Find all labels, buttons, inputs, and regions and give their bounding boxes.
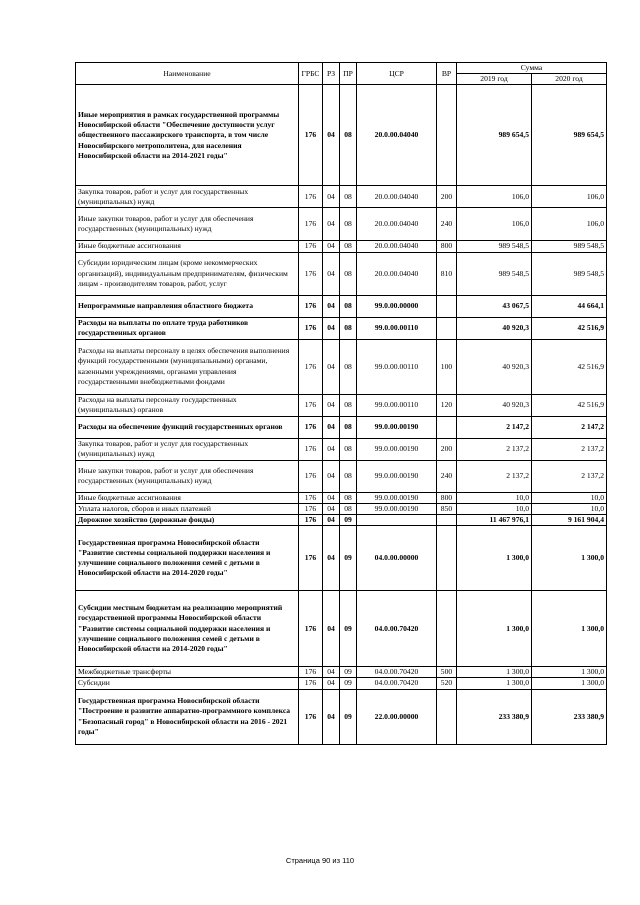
row-grbs: 176 [299,208,323,241]
row-vr: 240 [437,460,457,492]
row-csr: 99.0.00.00190 [357,503,437,514]
table-row [76,438,607,460]
row-sum-2019: 1 300,0 [457,678,532,689]
row-csr: 99.0.00.00190 [357,492,437,503]
row-rz: 04 [323,438,340,460]
row-vr: 200 [437,186,457,208]
row-pr: 09 [340,689,357,744]
table-row [76,678,607,689]
row-csr: 04.0.00.70420 [357,667,437,678]
table-row [76,85,607,186]
row-grbs: 176 [299,526,323,591]
header-sum: Сумма [457,63,607,74]
row-name: Иные закупки товаров, работ и услуг для обеспечения государственных (муниципальных) нужд [76,208,299,241]
row-name: Иные бюджетные ассигнования [76,241,299,252]
row-name: Непрограммные направления областного бюджета [76,295,299,317]
table-row [76,339,607,394]
row-name: Уплата налогов, сборов и иных платежей [76,503,299,514]
row-vr: 800 [437,241,457,252]
row-vr: 500 [437,667,457,678]
row-name: Расходы на выплаты персоналу государственных (муниципальных) органов [76,394,299,416]
row-vr: 810 [437,252,457,295]
row-sum-2020: 989 548,5 [532,241,607,252]
row-grbs: 176 [299,317,323,339]
row-sum-2020: 42 516,9 [532,394,607,416]
row-csr: 99.0.00.00110 [357,339,437,394]
row-name: Субсидии [76,678,299,689]
row-sum-2020: 2 137,2 [532,460,607,492]
row-vr: 200 [437,438,457,460]
row-name: Закупка товаров, работ и услуг для государственных (муниципальных) нужд [76,438,299,460]
row-grbs: 176 [299,339,323,394]
row-rz: 04 [323,85,340,186]
row-csr: 99.0.00.00190 [357,438,437,460]
row-rz: 04 [323,252,340,295]
header-pr: ПР [340,63,357,85]
row-vr: 800 [437,492,457,503]
row-pr: 08 [340,503,357,514]
row-vr [437,689,457,744]
row-csr: 20.0.00.04040 [357,208,437,241]
row-grbs: 176 [299,186,323,208]
row-vr: 240 [437,208,457,241]
row-name: Субсидии юридическим лицам (кроме некоммерческих организаций), индивидуальным предпринимателям, физическим лицам - производителям товаров, работ, услуг [76,252,299,295]
row-sum-2020: 1 300,0 [532,591,607,667]
row-sum-2020: 106,0 [532,208,607,241]
row-sum-2019: 989 548,5 [457,241,532,252]
row-grbs: 176 [299,492,323,503]
row-rz: 04 [323,460,340,492]
row-pr: 08 [340,186,357,208]
row-grbs: 176 [299,252,323,295]
row-vr: 120 [437,394,457,416]
row-vr [437,591,457,667]
row-csr: 99.0.00.00110 [357,317,437,339]
row-vr [437,416,457,438]
row-pr: 08 [340,339,357,394]
row-sum-2020: 10,0 [532,492,607,503]
row-pr: 09 [340,678,357,689]
row-grbs: 176 [299,85,323,186]
table-row [76,295,607,317]
row-grbs: 176 [299,295,323,317]
row-grbs: 176 [299,678,323,689]
row-sum-2019: 40 920,3 [457,339,532,394]
row-sum-2019: 2 147,2 [457,416,532,438]
row-name: Дорожное хозяйство (дорожные фонды) [76,515,299,526]
row-sum-2020: 42 516,9 [532,339,607,394]
row-csr: 99.0.00.00190 [357,416,437,438]
header-name: Наименование [76,63,299,85]
row-vr [437,295,457,317]
row-vr: 100 [437,339,457,394]
table-row [76,416,607,438]
row-pr: 08 [340,416,357,438]
row-rz: 04 [323,667,340,678]
row-pr: 08 [340,252,357,295]
row-pr: 08 [340,460,357,492]
row-rz: 04 [323,591,340,667]
table-row [76,460,607,492]
row-sum-2020: 1 300,0 [532,678,607,689]
row-rz: 04 [323,394,340,416]
row-rz: 04 [323,186,340,208]
row-sum-2019: 2 137,2 [457,438,532,460]
row-rz: 04 [323,416,340,438]
row-pr: 08 [340,241,357,252]
row-rz: 04 [323,515,340,526]
row-grbs: 176 [299,394,323,416]
table-row [76,503,607,514]
row-vr: 520 [437,678,457,689]
header-2019: 2019 год [457,74,532,85]
row-rz: 04 [323,678,340,689]
row-pr: 08 [340,208,357,241]
row-grbs: 176 [299,591,323,667]
row-pr: 08 [340,394,357,416]
row-sum-2020: 42 516,9 [532,317,607,339]
row-sum-2020: 106,0 [532,186,607,208]
row-sum-2020: 2 137,2 [532,438,607,460]
row-grbs: 176 [299,667,323,678]
row-vr: 850 [437,503,457,514]
table-row [76,241,607,252]
header-grbs: ГРБС [299,63,323,85]
row-csr: 04.0.00.00000 [357,526,437,591]
row-name: Расходы на выплаты по оплате труда работников государственных органов [76,317,299,339]
table-row [76,515,607,526]
row-sum-2020: 44 664,1 [532,295,607,317]
row-pr: 09 [340,667,357,678]
header-vr: ВР [437,63,457,85]
table-row [76,689,607,744]
row-sum-2019: 989 548,5 [457,252,532,295]
page-footer: Страница 90 из 110 [285,856,355,865]
row-name: Закупка товаров, работ и услуг для государственных (муниципальных) нужд [76,186,299,208]
row-sum-2019: 2 137,2 [457,460,532,492]
row-name: Субсидии местным бюджетам на реализацию мероприятий государственной программы Новосибирской области "Развитие системы социальной поддержки населения и улучшение социального положения семей с детьми в Новосибирской области на 2014-2020 годы" [76,591,299,667]
row-rz: 04 [323,503,340,514]
row-sum-2019: 233 380,9 [457,689,532,744]
row-name: Иные закупки товаров, работ и услуг для обеспечения государственных (муниципальных) нужд [76,460,299,492]
row-sum-2019: 40 920,3 [457,394,532,416]
budget-table [75,62,607,745]
row-sum-2020: 989 654,5 [532,85,607,186]
row-grbs: 176 [299,416,323,438]
row-grbs: 176 [299,515,323,526]
row-csr: 22.0.00.00000 [357,689,437,744]
row-sum-2020: 10,0 [532,503,607,514]
row-rz: 04 [323,689,340,744]
row-sum-2019: 10,0 [457,492,532,503]
row-sum-2020: 2 147,2 [532,416,607,438]
row-grbs: 176 [299,460,323,492]
row-vr [437,515,457,526]
row-csr [357,515,437,526]
header-csr: ЦСР [357,63,437,85]
row-grbs: 176 [299,241,323,252]
row-csr: 20.0.00.04040 [357,186,437,208]
row-rz: 04 [323,339,340,394]
table-row [76,186,607,208]
row-rz: 04 [323,526,340,591]
row-sum-2020: 1 300,0 [532,667,607,678]
row-sum-2020: 9 161 904,4 [532,515,607,526]
table-row [76,394,607,416]
row-pr: 09 [340,591,357,667]
row-sum-2019: 106,0 [457,208,532,241]
row-pr: 08 [340,317,357,339]
table-header [76,63,607,85]
row-sum-2019: 1 300,0 [457,667,532,678]
row-sum-2020: 233 380,9 [532,689,607,744]
row-csr: 04.0.00.70420 [357,591,437,667]
row-csr: 04.0.00.70420 [357,678,437,689]
row-sum-2019: 43 067,5 [457,295,532,317]
table-row [76,667,607,678]
row-csr: 20.0.00.04040 [357,241,437,252]
row-name: Государственная программа Новосибирской области "Развитие системы социальной поддержки населения и улучшение социального положения семей с детьми в Новосибирской области на 2014-2020 годы" [76,526,299,591]
row-rz: 04 [323,208,340,241]
row-pr: 08 [340,438,357,460]
table-row [76,591,607,667]
header-2020: 2020 год [532,74,607,85]
row-vr [437,317,457,339]
row-rz: 04 [323,317,340,339]
row-csr: 20.0.00.04040 [357,252,437,295]
row-csr: 99.0.00.00190 [357,460,437,492]
row-grbs: 176 [299,503,323,514]
row-rz: 04 [323,492,340,503]
header-rz: РЗ [323,63,340,85]
row-sum-2020: 989 548,5 [532,252,607,295]
row-rz: 04 [323,295,340,317]
row-csr: 99.0.00.00110 [357,394,437,416]
row-csr: 99.0.00.00000 [357,295,437,317]
row-grbs: 176 [299,438,323,460]
row-name: Расходы на выплаты персоналу в целях обеспечения выполнения функций государственными (муниципальными) органами, казенными учреждениями, органами управления государственными внебюджетными фондами [76,339,299,394]
row-vr [437,526,457,591]
row-sum-2019: 989 654,5 [457,85,532,186]
row-pr: 08 [340,295,357,317]
table-row [76,492,607,503]
row-vr [437,85,457,186]
table-row [76,252,607,295]
row-name: Расходы на обеспечение функций государственных органов [76,416,299,438]
row-csr: 20.0.00.04040 [357,85,437,186]
row-sum-2019: 106,0 [457,186,532,208]
row-sum-2019: 1 300,0 [457,591,532,667]
row-sum-2019: 10,0 [457,503,532,514]
table-body [76,85,607,744]
row-grbs: 176 [299,689,323,744]
row-pr: 08 [340,85,357,186]
row-sum-2020: 1 300,0 [532,526,607,591]
row-pr: 09 [340,515,357,526]
row-name: Иные мероприятия в рамках государственной программы Новосибирской области "Обеспечение доступности услуг общественного пассажирского транспорта, в том числе Новосибирского метрополитена, для населения Новосибирской области на 2014-2021 годы" [76,85,299,186]
row-sum-2019: 1 300,0 [457,526,532,591]
table-row [76,317,607,339]
row-rz: 04 [323,241,340,252]
row-name: Межбюджетные трансферты [76,667,299,678]
row-name: Государственная программа Новосибирской области "Построение и развитие аппаратно-программного комплекса "Безопасный город" в Новосибирской области на 2016 - 2021 годы" [76,689,299,744]
row-sum-2019: 40 920,3 [457,317,532,339]
table-row [76,526,607,591]
row-pr: 08 [340,492,357,503]
row-pr: 09 [340,526,357,591]
row-name: Иные бюджетные ассигнования [76,492,299,503]
row-sum-2019: 11 467 976,1 [457,515,532,526]
table-row [76,208,607,241]
